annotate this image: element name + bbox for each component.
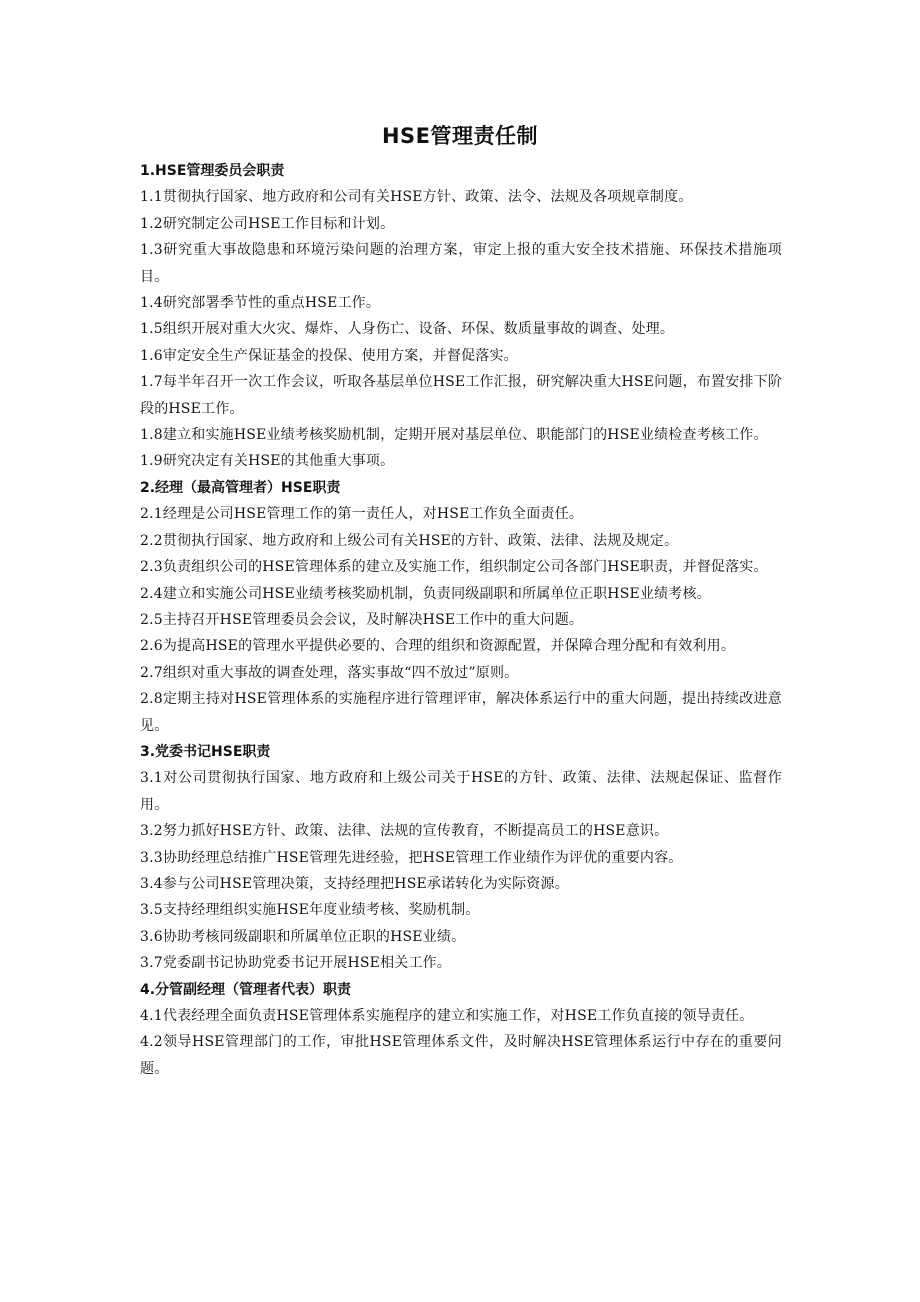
clause: 1.9研究决定有关HSE的其他重大事项。 xyxy=(140,453,395,470)
clause: 2.2贯彻执行国家、地方政府和上级公司有关HSE的方针、政策、法律、法规及规定。 xyxy=(140,532,679,549)
clause: 2.5主持召开HSE管理委员会会议，及时解决HSE工作中的重大问题。 xyxy=(140,611,584,628)
clause: 1.2研究制定公司HSE工作目标和计划。 xyxy=(140,215,395,232)
document-body xyxy=(140,158,782,1082)
clause: 1.5组织开展对重大火灾、爆炸、人身伤亡、设备、环保、数质量事故的调查、处理。 xyxy=(140,321,675,338)
clause: 3.5支持经理组织实施HSE年度业绩考核、奖励机制。 xyxy=(140,902,480,919)
clause: 3.2努力抓好HSE方针、政策、法律、法规的宣传教育，不断提高员工的HSE意识。 xyxy=(140,823,669,840)
clause: 4.1代表经理全面负责HSE管理体系实施程序的建立和实施工作，对HSE工作负直接的领导责任。 xyxy=(140,1008,754,1024)
clause: 3.6协助考核同级副职和所属单位正职的HSE业绩。 xyxy=(140,928,466,945)
clause: 2.8定期主持对HSE管理体系的实施程序进行管理评审，解决体系运行中的重大问题，提出持续改进意见。 xyxy=(140,691,782,734)
clause: 1.8建立和实施HSE业绩考核奖励机制，定期开展对基层单位、职能部门的HSE业绩检查考核工作。 xyxy=(140,427,768,444)
clause: 1.7每半年召开一次工作会议，听取各基层单位HSE工作汇报，研究解决重大HSE问题，布置安排下阶段的HSE工作。 xyxy=(140,374,782,417)
section-heading: 2.经理（最高管理者）HSE职责 xyxy=(140,479,341,496)
clause: 3.3协助经理总结推广HSE管理先进经验，把HSE管理工作业绩作为评优的重要内容。 xyxy=(140,849,683,866)
section-deputy-manager xyxy=(140,977,782,1083)
clause: 3.7党委副书记协助党委书记开展HSE相关工作。 xyxy=(140,955,452,972)
section-heading: 3.党委书记HSE职责 xyxy=(140,743,271,760)
clause: 4.2领导HSE管理部门的工作，审批HSE管理体系文件，及时解决HSE管理体系运行中存在的重要问题。 xyxy=(140,1034,782,1077)
clause: 2.1经理是公司HSE管理工作的第一责任人，对HSE工作负全面责任。 xyxy=(140,506,584,523)
clause: 1.4研究部署季节性的重点HSE工作。 xyxy=(140,295,381,312)
clause: 1.6审定安全生产保证基金的投保、使用方案，并督促落实。 xyxy=(140,347,518,364)
clause: 3.1对公司贯彻执行国家、地方政府和上级公司关于HSE的方针、政策、法律、法规起保证、监督作用。 xyxy=(140,770,782,813)
clause: 1.1贯彻执行国家、地方政府和公司有关HSE方针、政策、法令、法规及各项规章制度。 xyxy=(140,189,693,206)
clause: 2.6为提高HSE的管理水平提供必要的、合理的组织和资源配置，并保障合理分配和有效利用。 xyxy=(140,638,736,655)
section-manager xyxy=(140,475,782,739)
clause: 2.4建立和实施公司HSE业绩考核奖励机制，负责同级副职和所属单位正职HSE业绩考核。 xyxy=(140,585,711,602)
section-heading: 4.分管副经理（管理者代表）职责 xyxy=(140,981,352,998)
clause: 2.7组织对重大事故的调查处理，落实事故“四不放过”原则。 xyxy=(140,664,519,681)
clause: 3.4参与公司HSE管理决策，支持经理把HSE承诺转化为实际资源。 xyxy=(140,875,569,892)
section-committee xyxy=(140,158,782,475)
clause: 1.3研究重大事故隐患和环境污染问题的治理方案，审定上报的重大安全技术措施、环保技术措施项目。 xyxy=(140,242,782,285)
section-heading: 1.HSE管理委员会职责 xyxy=(140,163,285,179)
document-title: HSE管理责任制 xyxy=(381,124,539,148)
section-party-secretary xyxy=(140,739,782,977)
clause: 2.3负责组织公司的HSE管理体系的建立及实施工作，组织制定公司各部门HSE职责，并督促落实。 xyxy=(140,559,768,576)
